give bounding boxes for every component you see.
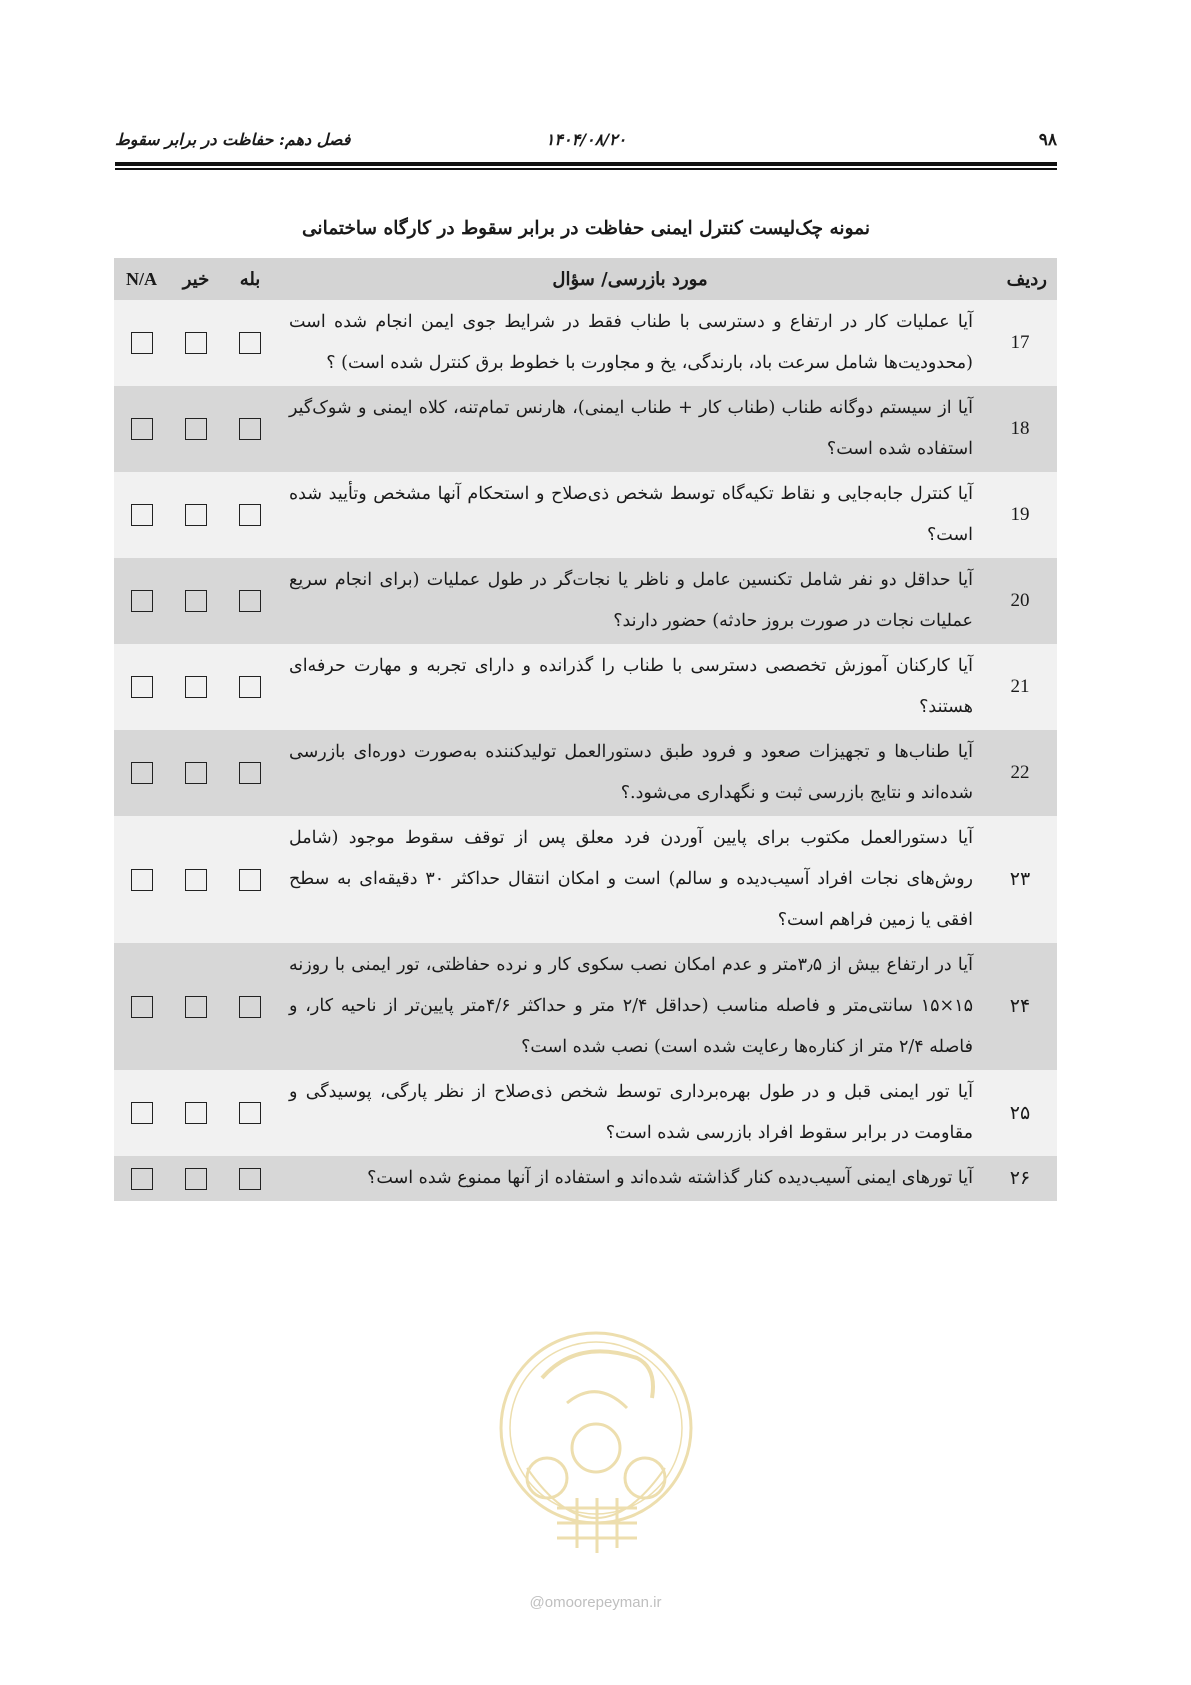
checkbox-no[interactable]	[185, 418, 207, 440]
checkbox-no[interactable]	[185, 504, 207, 526]
checkbox-no[interactable]	[185, 869, 207, 891]
cell-yes	[223, 1070, 277, 1156]
checkbox-no[interactable]	[185, 1168, 207, 1190]
cell-na	[114, 1156, 169, 1201]
checkbox-no[interactable]	[185, 332, 207, 354]
checkbox-no[interactable]	[185, 676, 207, 698]
checkbox-yes[interactable]	[239, 504, 261, 526]
cell-yes	[223, 816, 277, 943]
checkbox-no[interactable]	[185, 590, 207, 612]
row-number: 19	[983, 472, 1057, 558]
row-number: ۲۳	[983, 816, 1057, 943]
cell-na	[114, 1070, 169, 1156]
checklist-title: نمونه چک‌لیست کنترل ایمنی حفاظت در برابر سقوط در کارگاه ساختمانی	[302, 218, 870, 239]
question-text: آیا طناب‌ها و تجهیزات صعود و فرود طبق دستورالعمل تولیدکننده به‌صورت دوره‌ای بازرسی شده‌اند و نتایج بازرسی ثبت و نگهداری می‌شود.؟	[277, 730, 983, 816]
checkbox-na[interactable]	[131, 869, 153, 891]
row-number: 22	[983, 730, 1057, 816]
checkbox-na[interactable]	[131, 1168, 153, 1190]
cell-na	[114, 558, 169, 644]
checkbox-yes[interactable]	[239, 332, 261, 354]
checkbox-yes[interactable]	[239, 676, 261, 698]
header-question: مورد بازرسی/ سؤال	[277, 258, 983, 300]
header-rule	[115, 162, 1057, 166]
checkbox-na[interactable]	[131, 1102, 153, 1124]
cell-no	[169, 730, 223, 816]
cell-na	[114, 816, 169, 943]
cell-yes	[223, 558, 277, 644]
header-date: ۱۴۰۴/۰۸/۲۰	[545, 130, 627, 149]
table-row	[114, 300, 1057, 386]
table-row	[114, 816, 1057, 943]
row-number: ۲۴	[983, 943, 1057, 1070]
cell-na	[114, 943, 169, 1070]
header-na: N/A	[114, 258, 169, 300]
cell-no	[169, 300, 223, 386]
header-row-number: ردیف	[983, 258, 1057, 300]
checkbox-no[interactable]	[185, 1102, 207, 1124]
table-row	[114, 558, 1057, 644]
row-number: 21	[983, 644, 1057, 730]
table-row	[114, 1156, 1057, 1201]
question-text: آیا کارکنان آموزش تخصصی دسترسی با طناب را گذرانده و دارای تجربه و مهارت حرفه‌ای هستند؟	[277, 644, 983, 730]
cell-na	[114, 472, 169, 558]
question-text: آیا کنترل جابه‌جایی و نقاط تکیه‌گاه توسط شخص ذی‌صلاح و استحکام آنها مشخص وتأیید شده است؟	[277, 472, 983, 558]
question-text: آیا از سیستم دوگانه طناب (طناب کار + طناب ایمنی)، هارنس تمام‌تنه، کلاه ایمنی و شوک‌گیر استفاده شده است؟	[277, 386, 983, 472]
checkbox-no[interactable]	[185, 762, 207, 784]
cell-na	[114, 730, 169, 816]
question-text: آیا تور ایمنی قبل و در طول بهره‌برداری توسط شخص ذی‌صلاح از نظر پارگی، پوسیدگی و مقاومت در برابر سقوط افراد بازرسی شده است؟	[277, 1070, 983, 1156]
cell-no	[169, 472, 223, 558]
table-row	[114, 730, 1057, 816]
page-header	[115, 128, 1057, 154]
question-text: آیا تورهای ایمنی آسیب‌دیده کنار گذاشته شده‌اند و استفاده از آنها ممنوع شده است؟	[277, 1156, 983, 1201]
cell-yes	[223, 386, 277, 472]
checkbox-na[interactable]	[131, 996, 153, 1018]
cell-yes	[223, 300, 277, 386]
checkbox-yes[interactable]	[239, 590, 261, 612]
cell-yes	[223, 1156, 277, 1201]
watermark-seal-icon	[487, 1318, 705, 1578]
cell-yes	[223, 644, 277, 730]
checkbox-yes[interactable]	[239, 869, 261, 891]
question-text: آیا دستورالعمل مکتوب برای پایین آوردن فرد معلق پس از توقف سقوط موجود (شامل روش‌های نجات افراد آسیب‌دیده و سالم) است و امکان انتقال حداکثر ۳۰ دقیقه‌ای به سطح افقی یا زمین فراهم است؟	[277, 816, 983, 943]
checkbox-yes[interactable]	[239, 1102, 261, 1124]
checkbox-na[interactable]	[131, 504, 153, 526]
checkbox-na[interactable]	[131, 418, 153, 440]
cell-no	[169, 1070, 223, 1156]
table-row	[114, 386, 1057, 472]
cell-no	[169, 1156, 223, 1201]
checkbox-na[interactable]	[131, 332, 153, 354]
question-text: آیا حداقل دو نفر شامل تکنسین عامل و ناظر یا نجات‌گر در طول عملیات (برای انجام سریع عملیات نجات در صورت بروز حادثه) حضور دارند؟	[277, 558, 983, 644]
checkbox-yes[interactable]	[239, 418, 261, 440]
checkbox-yes[interactable]	[239, 996, 261, 1018]
cell-no	[169, 558, 223, 644]
row-number: ۲۵	[983, 1070, 1057, 1156]
cell-no	[169, 644, 223, 730]
cell-na	[114, 644, 169, 730]
page-number: ۹۸	[1038, 130, 1057, 150]
checklist-table	[114, 258, 1057, 1201]
cell-yes	[223, 943, 277, 1070]
watermark-logo	[487, 1318, 705, 1578]
row-number: 17	[983, 300, 1057, 386]
watermark-url: @omoorepeyman.ir	[529, 1594, 662, 1611]
checkbox-yes[interactable]	[239, 762, 261, 784]
checkbox-no[interactable]	[185, 996, 207, 1018]
question-text: آیا عملیات کار در ارتفاع و دسترسی با طناب فقط در شرایط جوی ایمن انجام شده است (محدودیت‌ها شامل سرعت باد، بارندگی، یخ و مجاورت با خطوط برق کنترل شده است) ؟	[277, 300, 983, 386]
row-number: ۲۶	[983, 1156, 1057, 1201]
chapter-title: فصل دهم: حفاظت در برابر سقوط	[115, 130, 351, 149]
header-no: خیر	[169, 258, 223, 300]
header-rule-thin	[115, 168, 1057, 170]
cell-na	[114, 300, 169, 386]
question-text: آیا در ارتفاع بیش از ۳٫۵متر و عدم امکان نصب سکوی کار و نرده حفاظتی، تور ایمنی با روزنه ۱۵×۱۵ سانتی‌متر و فاصله مناسب (حداقل ۲/۴ متر و حداکثر ۴/۶متر پایین‌تر از ناحیه کار، و فاصله ۲/۴ متر از کناره‌ها رعایت شده است) نصب شده است؟	[277, 943, 983, 1070]
cell-na	[114, 386, 169, 472]
checkbox-yes[interactable]	[239, 1168, 261, 1190]
table-row	[114, 1070, 1057, 1156]
table-row	[114, 472, 1057, 558]
checkbox-na[interactable]	[131, 590, 153, 612]
cell-yes	[223, 730, 277, 816]
cell-no	[169, 943, 223, 1070]
cell-no	[169, 816, 223, 943]
row-number: 18	[983, 386, 1057, 472]
checkbox-na[interactable]	[131, 676, 153, 698]
header-yes: بله	[223, 258, 277, 300]
table-row	[114, 943, 1057, 1070]
table-body	[114, 300, 1057, 1201]
cell-yes	[223, 472, 277, 558]
cell-no	[169, 386, 223, 472]
row-number: 20	[983, 558, 1057, 644]
table-header-row	[114, 258, 1057, 300]
checkbox-na[interactable]	[131, 762, 153, 784]
table-row	[114, 644, 1057, 730]
